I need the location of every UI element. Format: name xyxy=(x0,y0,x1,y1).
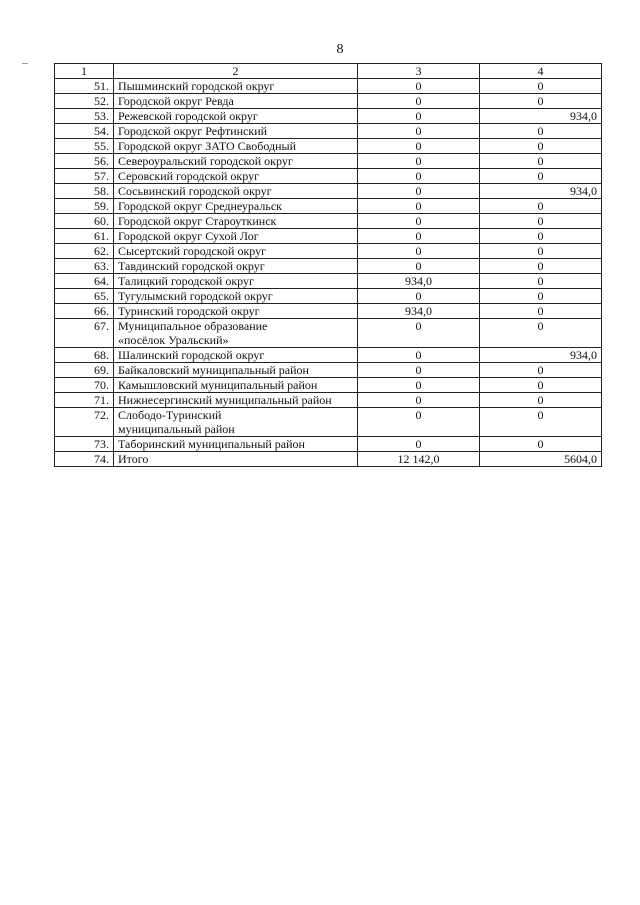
column-4-value-cell: 0 xyxy=(480,408,602,437)
row-number-cell: 51. xyxy=(55,79,114,94)
row-number-cell: 61. xyxy=(55,229,114,244)
municipality-name-cell xyxy=(114,124,358,139)
column-3-value-cell: 934,0 xyxy=(358,304,480,319)
column-3-value-cell: 0 xyxy=(358,199,480,214)
municipality-name-line: Камышловский муниципальный район xyxy=(118,378,318,392)
municipality-name-line: Байкаловский муниципальный район xyxy=(118,363,309,377)
municipality-name-cell xyxy=(114,184,358,199)
column-3-value-cell: 0 xyxy=(358,139,480,154)
municipality-name-cell xyxy=(114,154,358,169)
municipality-name-cell xyxy=(114,452,358,467)
municipality-name-cell xyxy=(114,214,358,229)
column-4-value-cell: 934,0 xyxy=(480,109,602,124)
municipality-name-cell xyxy=(114,244,358,259)
column-3-value-cell: 0 xyxy=(358,124,480,139)
row-number-cell: 70. xyxy=(55,378,114,393)
page-number: 8 xyxy=(336,42,344,57)
column-4-value-cell: 0 xyxy=(480,259,602,274)
header-cell-3: 3 xyxy=(358,64,480,79)
row-number-cell: 53. xyxy=(55,109,114,124)
row-number-cell: 63. xyxy=(55,259,114,274)
column-3-value-cell: 0 xyxy=(358,437,480,452)
municipality-name-cell xyxy=(114,109,358,124)
municipality-name-cell xyxy=(114,274,358,289)
table-row xyxy=(55,437,602,452)
municipality-name-line: Муниципальное образование xyxy=(118,319,268,333)
row-number-cell: 60. xyxy=(55,214,114,229)
column-3-value-cell: 0 xyxy=(358,348,480,363)
table-row xyxy=(55,139,602,154)
column-4-value-cell: 0 xyxy=(480,214,602,229)
municipality-name-line: Городской округ ЗАТО Свободный xyxy=(118,139,297,153)
table-body xyxy=(55,64,602,467)
column-3-value-cell: 0 xyxy=(358,378,480,393)
table-row xyxy=(55,348,602,363)
row-number-cell: 67. xyxy=(55,319,114,348)
column-3-value-cell: 0 xyxy=(358,408,480,437)
municipality-name-line: Городской округ Среднеуральск xyxy=(118,199,282,213)
column-4-value-cell: 0 xyxy=(480,124,602,139)
column-3-value-cell: 0 xyxy=(358,259,480,274)
scan-mark xyxy=(22,63,28,64)
column-4-value-cell: 0 xyxy=(480,319,602,348)
column-4-value-cell: 0 xyxy=(480,199,602,214)
column-4-value-cell: 5604,0 xyxy=(480,452,602,467)
municipality-name-cell xyxy=(114,259,358,274)
municipality-name-line: Шалинский городской округ xyxy=(118,348,265,362)
column-4-value-cell: 0 xyxy=(480,393,602,408)
row-number-cell: 57. xyxy=(55,169,114,184)
table-row xyxy=(55,124,602,139)
row-number-cell: 73. xyxy=(55,437,114,452)
column-4-value-cell: 0 xyxy=(480,378,602,393)
column-4-value-cell: 0 xyxy=(480,363,602,378)
municipality-name-line: Талицкий городской округ xyxy=(118,274,254,288)
column-4-value-cell: 0 xyxy=(480,94,602,109)
column-4-value-cell: 0 xyxy=(480,437,602,452)
table-row xyxy=(55,304,602,319)
row-number-cell: 56. xyxy=(55,154,114,169)
column-3-value-cell: 0 xyxy=(358,229,480,244)
municipality-name-cell xyxy=(114,139,358,154)
row-number-cell: 54. xyxy=(55,124,114,139)
column-3-value-cell: 0 xyxy=(358,169,480,184)
row-number-cell: 59. xyxy=(55,199,114,214)
column-3-value-cell: 0 xyxy=(358,154,480,169)
table-row xyxy=(55,452,602,467)
table-row xyxy=(55,214,602,229)
row-number-cell: 69. xyxy=(55,363,114,378)
column-3-value-cell: 0 xyxy=(358,319,480,348)
municipality-name-line: Городской округ Ревда xyxy=(118,94,234,108)
table-row xyxy=(55,169,602,184)
municipality-name-line: муниципальный район xyxy=(118,422,235,436)
table-row xyxy=(55,184,602,199)
header-cell-1: 1 xyxy=(55,64,114,79)
municipality-name-cell xyxy=(114,169,358,184)
header-cell-4: 4 xyxy=(480,64,602,79)
row-number-cell: 65. xyxy=(55,289,114,304)
row-number-cell: 62. xyxy=(55,244,114,259)
column-4-value-cell: 934,0 xyxy=(480,184,602,199)
municipality-name-line: Городской округ Сухой Лог xyxy=(118,229,259,243)
municipality-name-line: Сысертский городской округ xyxy=(118,244,267,258)
row-number-cell: 52. xyxy=(55,94,114,109)
table-row xyxy=(55,378,602,393)
header-row xyxy=(55,64,602,79)
municipality-name-line: Режевской городской округ xyxy=(118,109,258,123)
row-number-cell: 71. xyxy=(55,393,114,408)
table-row xyxy=(55,289,602,304)
table-row xyxy=(55,274,602,289)
row-number-cell: 64. xyxy=(55,274,114,289)
column-3-value-cell: 12 142,0 xyxy=(358,452,480,467)
table-row xyxy=(55,94,602,109)
table-row xyxy=(55,259,602,274)
column-3-value-cell: 0 xyxy=(358,184,480,199)
table-row xyxy=(55,319,602,348)
municipality-name-cell xyxy=(114,94,358,109)
municipality-name-line: Таборинский муниципальный район xyxy=(118,437,305,451)
column-3-value-cell: 0 xyxy=(358,109,480,124)
municipality-name-line: Слободо-Туринский xyxy=(118,408,222,422)
municipality-name-line: Сосьвинский городской округ xyxy=(118,184,272,198)
row-number-cell: 74. xyxy=(55,452,114,467)
municipality-name-cell xyxy=(114,348,358,363)
column-4-value-cell: 0 xyxy=(480,274,602,289)
table-row xyxy=(55,393,602,408)
header-cell-2: 2 xyxy=(114,64,358,79)
municipality-name-cell xyxy=(114,229,358,244)
municipality-name-line: «посёлок Уральский» xyxy=(118,333,229,347)
column-3-value-cell: 0 xyxy=(358,214,480,229)
municipality-name-line: Туринский городской округ xyxy=(118,304,260,318)
column-4-value-cell: 934,0 xyxy=(480,348,602,363)
table-row xyxy=(55,79,602,94)
table-row xyxy=(55,244,602,259)
municipality-name-line: Итого xyxy=(118,452,149,466)
municipality-name-line: Городской округ Староуткинск xyxy=(118,214,277,228)
column-4-value-cell: 0 xyxy=(480,139,602,154)
column-3-value-cell: 0 xyxy=(358,363,480,378)
row-number-cell: 72. xyxy=(55,408,114,437)
municipality-name-line: Серовский городской округ xyxy=(118,169,260,183)
column-3-value-cell: 0 xyxy=(358,244,480,259)
row-number-cell: 55. xyxy=(55,139,114,154)
municipality-name-cell xyxy=(114,408,358,437)
municipality-name-cell xyxy=(114,289,358,304)
table-row xyxy=(55,199,602,214)
municipality-name-line: Североуральский городской округ xyxy=(118,154,293,168)
municipality-name-cell xyxy=(114,393,358,408)
row-number-cell: 58. xyxy=(55,184,114,199)
table-row xyxy=(55,229,602,244)
municipality-name-line: Тугулымский городской округ xyxy=(118,289,273,303)
column-3-value-cell: 0 xyxy=(358,289,480,304)
table-row xyxy=(55,408,602,437)
municipality-name-cell xyxy=(114,304,358,319)
municipality-name-line: Пышминский городской округ xyxy=(118,79,275,93)
municipality-name-cell xyxy=(114,79,358,94)
municipality-name-cell xyxy=(114,199,358,214)
municipality-name-cell xyxy=(114,319,358,348)
row-number-cell: 66. xyxy=(55,304,114,319)
column-3-value-cell: 0 xyxy=(358,94,480,109)
municipality-name-cell xyxy=(114,437,358,452)
municipality-name-cell xyxy=(114,378,358,393)
table-row xyxy=(55,363,602,378)
column-4-value-cell: 0 xyxy=(480,169,602,184)
municipality-name-line: Нижнесергинский муниципальный район xyxy=(118,393,332,407)
column-3-value-cell: 0 xyxy=(358,79,480,94)
column-4-value-cell: 0 xyxy=(480,289,602,304)
column-4-value-cell: 0 xyxy=(480,229,602,244)
row-number-cell: 68. xyxy=(55,348,114,363)
municipality-name-line: Городской округ Рефтинский xyxy=(118,124,268,138)
allocation-table xyxy=(54,63,602,467)
column-3-value-cell: 0 xyxy=(358,393,480,408)
column-4-value-cell: 0 xyxy=(480,154,602,169)
column-4-value-cell: 0 xyxy=(480,244,602,259)
table-row xyxy=(55,154,602,169)
municipality-name-line: Тавдинский городской округ xyxy=(118,259,265,273)
municipality-name-cell xyxy=(114,363,358,378)
column-3-value-cell: 934,0 xyxy=(358,274,480,289)
table-row xyxy=(55,109,602,124)
column-4-value-cell: 0 xyxy=(480,304,602,319)
column-4-value-cell: 0 xyxy=(480,79,602,94)
